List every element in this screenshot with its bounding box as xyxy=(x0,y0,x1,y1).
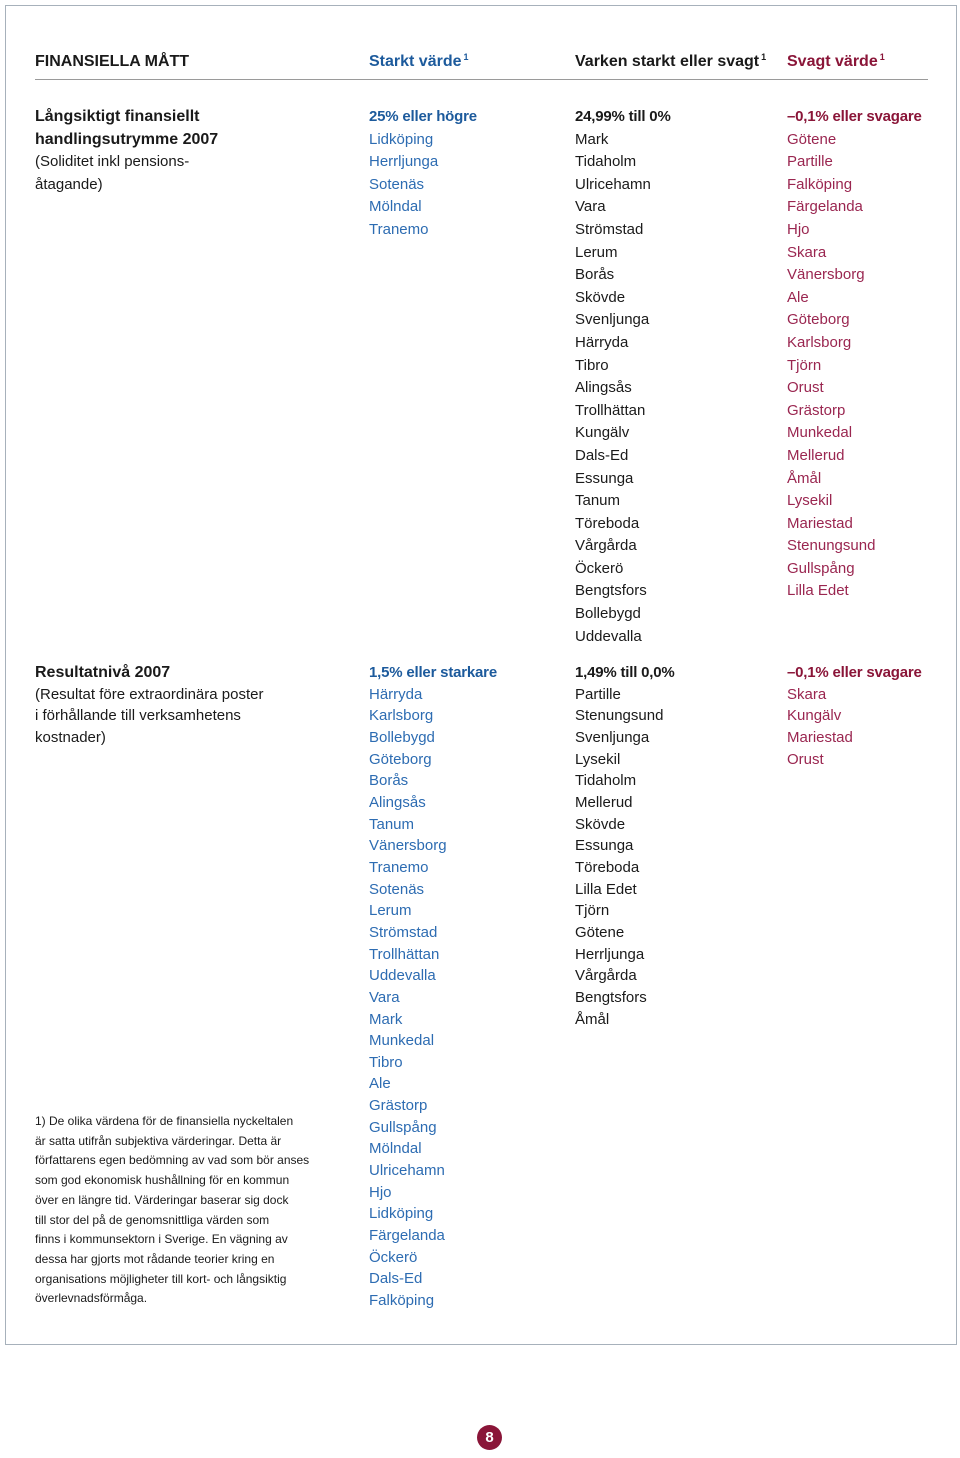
municipality: Åmål xyxy=(575,1010,610,1028)
municipality: Kungälv xyxy=(787,707,842,725)
municipality: Bollebygd xyxy=(575,605,641,623)
municipality: Töreboda xyxy=(575,514,640,532)
municipality: Mark xyxy=(369,1010,403,1028)
municipality: Dals-Ed xyxy=(575,446,629,464)
municipality: Ulricehamn xyxy=(369,1162,445,1180)
threshold-label: 24,99% till 0% xyxy=(575,108,671,125)
municipality: Tranemo xyxy=(369,858,429,876)
municipality: Svenljunga xyxy=(575,311,650,329)
municipality: Orust xyxy=(787,750,824,768)
municipality: Härryda xyxy=(575,333,629,351)
municipality: Lidköping xyxy=(369,1205,434,1223)
municipality: Munkedal xyxy=(369,1032,435,1050)
municipality-list xyxy=(575,684,775,1031)
municipality: Bollebygd xyxy=(369,728,435,746)
footnote-marker: 1 xyxy=(463,52,469,62)
municipality: Lysekil xyxy=(787,492,833,510)
municipality: Stenungsund xyxy=(787,537,876,555)
municipality: Vara xyxy=(369,988,400,1006)
municipality: Gullspång xyxy=(787,559,855,577)
column-header-neutral-text: Varken starkt eller svagt xyxy=(575,53,760,70)
measure-description xyxy=(35,151,355,196)
municipality: Mariestad xyxy=(787,728,853,746)
municipality: Bengtsfors xyxy=(575,582,647,600)
municipality: Falköping xyxy=(369,1292,435,1310)
municipality: Partille xyxy=(787,153,833,171)
municipality: Falköping xyxy=(787,175,853,193)
municipality: Färgelanda xyxy=(369,1227,445,1245)
municipality: Grästorp xyxy=(787,401,846,419)
municipality: Vänersborg xyxy=(787,266,865,284)
threshold-label: 25% eller högre xyxy=(369,108,477,125)
municipality: Götene xyxy=(575,923,625,941)
municipality-list xyxy=(369,684,564,1312)
measure-description xyxy=(35,684,355,749)
municipality: Partille xyxy=(575,685,621,703)
municipality: Borås xyxy=(575,266,615,284)
municipality: Ale xyxy=(787,288,809,306)
footnote-line: organisations möjligheter till kort- och långsiktig xyxy=(35,1271,287,1286)
municipality: Vara xyxy=(575,198,606,216)
threshold-label: –0,1% eller svagare xyxy=(787,664,922,681)
municipality: Grästorp xyxy=(369,1097,428,1115)
municipality: Tanum xyxy=(369,815,415,833)
municipality: Gullspång xyxy=(369,1118,437,1136)
threshold-label: 1,49% till 0,0% xyxy=(575,664,675,681)
municipality: Åmål xyxy=(787,469,822,487)
municipality: Götene xyxy=(787,130,837,148)
municipality: Mellerud xyxy=(787,446,845,464)
municipality: Munkedal xyxy=(787,424,853,442)
municipality: Göteborg xyxy=(369,750,432,768)
municipality: Dals-Ed xyxy=(369,1270,423,1288)
municipality-list xyxy=(369,129,564,242)
weak-column-solidity xyxy=(787,106,947,603)
footnote-line: över en längre tid. Värderingar baserar sig dock xyxy=(35,1192,289,1207)
municipality-list xyxy=(787,684,947,771)
footnote-line: finns i kommunsektorn i Sverige. En vägning av xyxy=(35,1232,288,1247)
measure-description-line: (Soliditet inkl pensions- xyxy=(35,153,190,171)
municipality: Kungälv xyxy=(575,424,630,442)
municipality: Borås xyxy=(369,772,409,790)
municipality: Öckerö xyxy=(369,1248,418,1266)
municipality: Skövde xyxy=(575,815,626,833)
municipality: Tibro xyxy=(575,356,609,374)
footnote-line: 1) De olika värdena för de finansiella nyckeltalen xyxy=(35,1114,294,1128)
municipality: Tanum xyxy=(575,492,621,510)
column-header-weak xyxy=(787,51,885,73)
municipality: Trollhättan xyxy=(369,945,440,963)
footnote-line: som god ekonomisk hushållning för en kommun xyxy=(35,1173,290,1188)
municipality: Stenungsund xyxy=(575,707,664,725)
municipality: Ale xyxy=(369,1075,391,1093)
municipality: Essunga xyxy=(575,837,634,855)
neutral-column-solidity xyxy=(575,106,775,648)
threshold-label: 1,5% eller starkare xyxy=(369,664,497,681)
municipality: Skara xyxy=(787,685,827,703)
table-title xyxy=(35,51,189,73)
page-number: 8 xyxy=(485,1429,494,1446)
footnote xyxy=(35,1112,309,1309)
municipality: Tidaholm xyxy=(575,772,637,790)
threshold-label: –0,1% eller svagare xyxy=(787,108,922,125)
municipality: Vänersborg xyxy=(369,837,447,855)
municipality: Alingsås xyxy=(575,379,632,397)
column-header-strong xyxy=(369,51,469,73)
municipality: Uddevalla xyxy=(575,627,642,645)
municipality: Tibro xyxy=(369,1053,403,1071)
measure-description-line: åtagande) xyxy=(35,175,103,193)
municipality: Essunga xyxy=(575,469,634,487)
municipality: Öckerö xyxy=(575,559,624,577)
municipality: Alingsås xyxy=(369,793,426,811)
municipality: Färgelanda xyxy=(787,198,863,216)
footnote-marker: 1 xyxy=(879,52,885,62)
footnote-marker: 1 xyxy=(761,52,767,62)
municipality: Mariestad xyxy=(787,514,853,532)
neutral-column-result xyxy=(575,662,775,1030)
municipality: Orust xyxy=(787,379,824,397)
measure-title-line: Långsiktigt finansiellt xyxy=(35,108,200,125)
municipality: Lilla Edet xyxy=(787,582,849,600)
municipality: Lerum xyxy=(575,243,618,261)
footnote-line: författarens egen bedömning av vad som bör anses xyxy=(35,1153,310,1168)
municipality: Tjörn xyxy=(787,356,822,374)
municipality: Tranemo xyxy=(369,220,429,238)
municipality: Lilla Edet xyxy=(575,880,637,898)
municipality: Vårgårda xyxy=(575,537,637,555)
municipality: Mark xyxy=(575,130,609,148)
footnote-line: dessa har gjorts mot rådande teorier kring en xyxy=(35,1251,275,1266)
strong-column-solidity xyxy=(369,106,564,242)
municipality-list xyxy=(575,129,775,649)
municipality: Göteborg xyxy=(787,311,850,329)
municipality: Tidaholm xyxy=(575,153,637,171)
measure-title-line: Resultatnivå 2007 xyxy=(35,664,171,681)
measure-description-line: (Resultat före extraordinära poster xyxy=(35,685,264,703)
municipality: Svenljunga xyxy=(575,728,650,746)
municipality: Skövde xyxy=(575,288,626,306)
municipality: Uddevalla xyxy=(369,967,436,985)
municipality: Töreboda xyxy=(575,858,640,876)
municipality: Skara xyxy=(787,243,827,261)
footnote-line: överlevnadsförmåga. xyxy=(35,1291,148,1306)
municipality: Sotenäs xyxy=(369,175,425,193)
strong-column-result xyxy=(369,662,564,1312)
municipality: Karlsborg xyxy=(787,333,852,351)
municipality: Herrljunga xyxy=(575,945,645,963)
measure-label-result xyxy=(35,662,355,749)
measure-title-line: handlingsutrymme 2007 xyxy=(35,130,219,148)
footnote-line: är satta utifrån subjektiva värderingar. Detta är xyxy=(35,1133,282,1148)
footnote-line: till stor del på de genomsnittliga värden som xyxy=(35,1212,270,1227)
municipality: Lidköping xyxy=(369,130,434,148)
municipality: Mölndal xyxy=(369,1140,422,1158)
municipality: Ulricehamn xyxy=(575,175,651,193)
municipality: Härryda xyxy=(369,685,423,703)
municipality: Strömstad xyxy=(369,923,438,941)
municipality: Vårgårda xyxy=(575,967,637,985)
municipality: Mellerud xyxy=(575,793,633,811)
municipality-list xyxy=(787,129,947,603)
municipality: Tjörn xyxy=(575,902,610,920)
municipality: Sotenäs xyxy=(369,880,425,898)
municipality: Lysekil xyxy=(575,750,621,768)
column-header-neutral xyxy=(575,51,766,73)
municipality: Bengtsfors xyxy=(575,988,647,1006)
municipality: Mölndal xyxy=(369,198,422,216)
municipality: Hjo xyxy=(787,220,810,238)
municipality: Strömstad xyxy=(575,220,644,238)
municipality: Trollhättan xyxy=(575,401,646,419)
table-title-text: FINANSIELLA MÅTT xyxy=(35,53,190,70)
measure-label-solidity xyxy=(35,106,355,196)
municipality: Lerum xyxy=(369,902,412,920)
column-header-weak-text: Svagt värde xyxy=(787,53,878,70)
measure-description-line: kostnader) xyxy=(35,728,106,746)
municipality: Herrljunga xyxy=(369,153,439,171)
municipality: Karlsborg xyxy=(369,707,434,725)
measure-title xyxy=(35,662,355,684)
measure-title xyxy=(35,106,355,151)
header-divider xyxy=(35,79,928,80)
weak-column-result xyxy=(787,662,947,770)
column-header-strong-text: Starkt värde xyxy=(369,53,462,70)
municipality: Hjo xyxy=(369,1183,392,1201)
page-number-badge xyxy=(477,1425,502,1450)
measure-description-line: i förhållande till verksamhetens xyxy=(35,707,241,725)
